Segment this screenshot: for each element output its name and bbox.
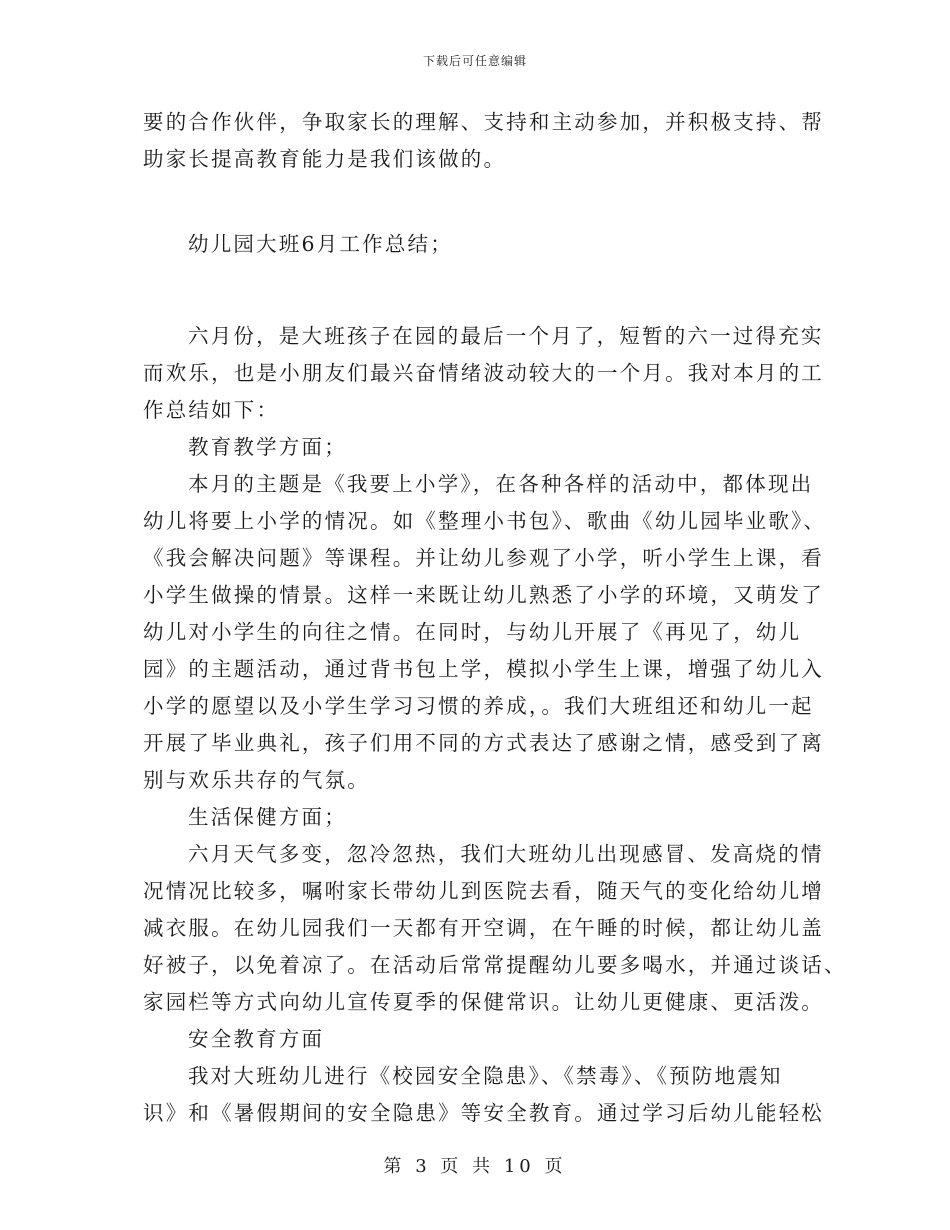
text-line: 减衣服。在幼儿园我们一天都有开空调，在午睡的时候，都让幼儿盖: [143, 916, 824, 940]
page-number-footer: 第 3 页 共 10 页: [383, 1156, 567, 1177]
text-line: 我对大班幼儿进行《校园安全隐患》、《禁毒》、《预防地震知: [188, 1064, 783, 1088]
text-line: 园》的主题活动，通过背书包上学，模拟小学生上课，增强了幼儿入: [143, 657, 824, 681]
subsection-heading: 安全教育方面: [188, 1027, 325, 1051]
text-line: 好被子，以免着凉了。在活动后常常提醒幼儿要多喝水，并通过谈话、: [143, 953, 847, 977]
section-heading: 幼儿园大班6月工作总结；: [188, 232, 453, 256]
subsection-heading: 生活保健方面；: [188, 805, 347, 829]
text-line: 识》和《暑假期间的安全隐患》等安全教育。通过学习后幼儿能轻松: [143, 1101, 824, 1125]
text-line: 家园栏等方式向幼儿宣传夏季的保健常识。让幼儿更健康、更活泼。: [143, 990, 824, 1014]
text-line: 况情况比较多，嘱咐家长带幼儿到医院去看，随天气的变化给幼儿增: [143, 879, 824, 903]
text-line: 幼儿将要上小学的情况。如《整理小书包》、歌曲《幼儿园毕业歌》、: [143, 509, 827, 533]
text-line: 本月的主题是《我要上小学》，在各种各样的活动中，都体现出: [188, 472, 814, 496]
paragraph-gap: [143, 178, 808, 226]
text-line: 作总结如下：: [143, 398, 280, 422]
text-line: 助家长提高教育能力是我们该做的。: [143, 147, 507, 171]
paragraph-gap: [143, 263, 808, 318]
text-line: 六月天气多变，忽冷忽热，我们大班幼儿出现感冒、发高烧的情: [188, 842, 824, 866]
text-line: 小学生做操的情景。这样一来既让幼儿熟悉了小学的环境，又萌发了: [143, 583, 824, 607]
text-line: 《我会解决问题》等课程。并让幼儿参观了小学，听小学生上课，看: [143, 546, 824, 570]
text-line: 六月份，是大班孩子在园的最后一个月了，短暂的六一过得充实: [188, 324, 824, 348]
text-line: 要的合作伙伴，争取家长的理解、支持和主动参加，并积极支持、帮: [143, 110, 824, 134]
subsection-heading: 教育教学方面；: [188, 435, 347, 459]
text-line: 小学的愿望以及小学生学习习惯的养成，。我们大班组还和幼儿一起: [143, 694, 814, 718]
page-header: 下载后可任意编辑: [422, 54, 527, 68]
text-line: 而欢乐，也是小朋友们最兴奋情绪波动较大的一个月。我对本月的工: [143, 361, 824, 385]
text-line: 开展了毕业典礼，孩子们用不同的方式表达了感谢之情，感受到了离: [143, 731, 824, 755]
document-body: [143, 104, 847, 1132]
text-line: 幼儿对小学生的向往之情。在同时，与幼儿开展了《再见了，幼儿: [143, 620, 802, 644]
text-line: 别与欢乐共存的气氛。: [143, 768, 370, 792]
